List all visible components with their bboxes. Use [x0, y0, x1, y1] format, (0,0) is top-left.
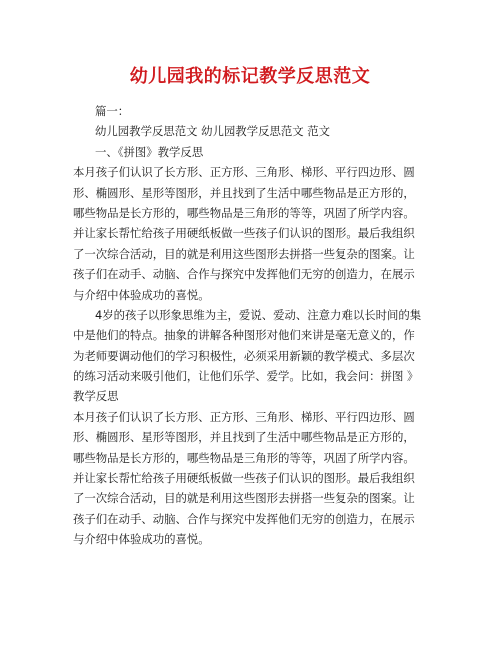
- document-title: 幼儿园我的标记教学反思范文: [129, 66, 371, 87]
- paragraph-line: 形、椭圆形、星形等图形，并且找到了生活中哪些物品是正方形的，: [73, 185, 415, 200]
- section-subheading: 一、《拼图》教学反思: [95, 144, 204, 159]
- paragraph-line: 为老师要调动他们的学习积极性，必须采用新颖的教学模式、多层次: [73, 348, 415, 363]
- paragraph-line: 孩子们在动手、动脑、合作与探究中发挥他们无穷的创造力，在展示: [73, 267, 415, 282]
- paragraph-line: 形、椭圆形、星形等图形，并且找到了生活中哪些物品是正方形的，: [73, 430, 415, 445]
- paragraph-line: 本月孩子们认识了长方形、正方形、三角形、梯形、平行四边形、圆: [73, 165, 415, 180]
- paragraph-line: 孩子们在动手、动脑、合作与探究中发挥他们无穷的创造力，在展示: [73, 511, 415, 526]
- section-heading: 篇一：: [95, 104, 130, 118]
- subtitle-line: 幼儿园教学反思范文 幼儿园教学反思范文 范文: [95, 124, 331, 139]
- paragraph-line: 并让家长帮忙给孩子用硬纸板做一些孩子们认识的图形。最后我组织: [73, 226, 415, 241]
- paragraph-line: 与介绍中体验成功的喜悦。: [73, 287, 210, 302]
- paragraph-line: 4岁的孩子以形象思维为主，爱说、爱动、注意力难以长时间的集: [95, 307, 422, 322]
- paragraph-line: 与介绍中体验成功的喜悦。: [73, 532, 210, 547]
- paragraph-line: 教学反思: [73, 389, 119, 404]
- paragraph-line: 中是他们的特点。抽象的讲解各种图形对他们来讲是毫无意义的，作: [73, 328, 415, 343]
- paragraph-line: 哪些物品是长方形的，哪些物品是三角形的等等，巩固了所学内容。: [73, 205, 415, 220]
- paragraph-line: 哪些物品是长方形的，哪些物品是三角形的等等，巩固了所学内容。: [73, 450, 415, 465]
- document-body: [73, 101, 438, 550]
- paragraph-line: 并让家长帮忙给孩子用硬纸板做一些孩子们认识的图形。最后我组织: [73, 471, 415, 486]
- paragraph-line: 的练习活动来吸引他们，让他们乐学、爱学。比如，我会问：拼图 》: [73, 369, 419, 384]
- paragraph-line: 本月孩子们认识了长方形、正方形、三角形、梯形、平行四边形、圆: [73, 409, 415, 424]
- paragraph-line: 了一次综合活动，目的就是利用这些图形去拼搭一些复杂的图案。让: [73, 246, 415, 261]
- paragraph-line: 了一次综合活动，目的就是利用这些图形去拼搭一些复杂的图案。让: [73, 491, 415, 506]
